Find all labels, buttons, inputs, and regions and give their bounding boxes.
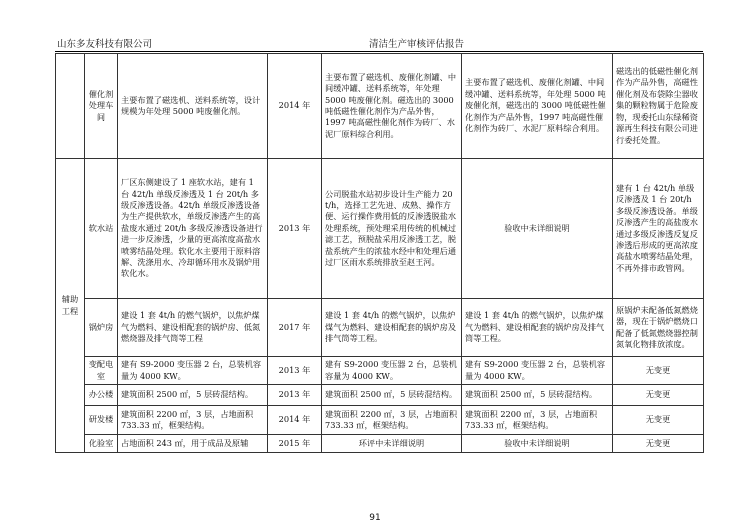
acceptance-cell: 验收中未详细说明	[462, 435, 613, 453]
header-rule	[55, 51, 703, 52]
year-cell: 2017 年	[268, 299, 322, 357]
plan-cell: 建筑面积 2200 ㎡，3 层，占地面积 733.33 ㎡，框架结构。	[118, 406, 268, 435]
table-row	[56, 435, 704, 453]
report-title: 清洁生产审核评估报告	[369, 39, 465, 50]
change-cell: 磁选出的低磁性催化剂作为产品外售，高磁性催化剂及布袋除尘器收集的颗粒物属于危险废物，现委托山东绿稀资源再生科技有限公司进行委托处置。	[613, 54, 704, 159]
item-cell: 软水站	[85, 159, 118, 299]
year-cell: 2013 年	[268, 159, 322, 299]
company-name: 山东多友科技有限公司	[57, 39, 153, 50]
item-cell: 锅炉房	[85, 299, 118, 357]
item-cell: 变配电室	[85, 357, 118, 385]
eia-cell: 建设 1 套 4t/h 的燃气锅炉，以焦炉煤气为燃料、建设相配套的锅炉房及排气筒等工程。	[322, 299, 462, 357]
table-row	[56, 357, 704, 385]
change-cell: 无变更	[613, 435, 704, 453]
change-cell: 无变更	[613, 406, 704, 435]
acceptance-cell: 验收中未详细说明	[462, 159, 613, 299]
eia-cell: 环评中未详细说明	[322, 435, 462, 453]
table-row	[56, 385, 704, 406]
table-row	[56, 406, 704, 435]
table-row	[56, 299, 704, 357]
plan-cell: 建有 S9-2000 变压器 2 台，总装机容量为 4000 KW。	[118, 357, 268, 385]
change-cell: 无变更	[613, 385, 704, 406]
acceptance-cell: 建设 1 套 4t/h 的燃气锅炉，以焦炉煤气为燃料、建设相配套的锅炉房及排气筒等工程。	[462, 299, 613, 357]
project-comparison-table	[55, 53, 704, 453]
change-cell: 无变更	[613, 357, 704, 385]
item-cell: 研发楼	[85, 406, 118, 435]
table-row	[56, 159, 704, 299]
plan-cell: 建设 1 套 4t/h 的燃气锅炉，以焦炉煤气为燃料、建设相配套的锅炉房、低氮燃烧器及排气筒等工程	[118, 299, 268, 357]
item-cell: 化验室	[85, 435, 118, 453]
acceptance-cell: 建有 S9-2000 变压器 2 台，总装机容量为 4000 KW。	[462, 357, 613, 385]
acceptance-cell: 建筑面积 2500 ㎡，5 层砖混结构。	[462, 385, 613, 406]
acceptance-cell: 主要布置了磁选机、废催化剂罐、中间缓冲罐、送料系统等，年处理 5000 吨废催化剂，磁选出的 3000 吨低磁性催化剂作为产品外售，1997 吨高磁性催化剂作为砖厂、水泥厂原料综合利用。	[462, 54, 613, 159]
table-row	[56, 54, 704, 159]
year-cell: 2015 年	[268, 435, 322, 453]
page-number: 91	[369, 513, 381, 523]
eia-cell: 建有 S9-2000 变压器 2 台，总装机容量为 4000 KW。	[322, 357, 462, 385]
eia-cell: 公司脱盐水站初步设计生产能力 20 t/h，选择工艺先进、成熟、操作方便、运行操作费用低的反渗透脱盐水处理系统，预处理采用传统的机械过滤工艺，预脱盐采用反渗透工艺，脱盐系统产生的浓盐水经中和处理后通过厂区雨水系统排放至赵王河。	[322, 159, 462, 299]
year-cell: 2014 年	[268, 406, 322, 435]
item-cell: 催化剂处理车间	[85, 54, 118, 159]
change-cell: 原锅炉未配备低氮燃烧器，现在于锅炉燃烧口配备了低氮燃烧器控制氮氧化物排放浓度。	[613, 299, 704, 357]
year-cell: 2013 年	[268, 357, 322, 385]
year-cell: 2013 年	[268, 385, 322, 406]
item-cell: 办公楼	[85, 385, 118, 406]
plan-cell: 建筑面积 2500 ㎡，5 层砖混结构。	[118, 385, 268, 406]
plan-cell: 主要布置了磁选机、送料系统等，设计规模为年处理 5000 吨废催化剂。	[118, 54, 268, 159]
section-cell: 辅助工程	[56, 159, 85, 453]
eia-cell: 建筑面积 2500 ㎡，5 层砖混结构。	[322, 385, 462, 406]
change-cell: 建有 1 台 42t/h 单级反渗透及 1 台 20t/h 多级反渗透设备。单级反渗透产生的高盐废水通过多级反渗透反复反渗透后形成的更高浓度高盐水喷雾结晶处理，不再外排市政管网。	[613, 159, 704, 299]
page-header	[57, 36, 701, 50]
plan-cell: 厂区东侧建设了 1 座软水站，建有 1 台 42t/h 单级反渗透及 1 台 20t/h 多级反渗透设备。42t/h 单级反渗透设备为生产提供软水，单级反渗透产生的高盐废水通过 20t/h 多级反渗透设备进行进一步反渗透，少量的更高浓度高盐水喷雾结晶处理。软化水主要用于原料溶解、洗涤用水、冷却循环用水及锅炉用软化水。	[118, 159, 268, 299]
eia-cell: 主要布置了磁选机、废催化剂罐、中间缓冲罐、送料系统等，年处理 5000 吨废催化剂。磁选出的 3000 吨低磁性催化剂作为产品外售，1997 吨高磁性催化剂作为砖厂、水泥厂原料综合利用。	[322, 54, 462, 159]
eia-cell: 建筑面积 2200 ㎡，3 层，占地面积 733.33 ㎡，框架结构。	[322, 406, 462, 435]
plan-cell: 占地面积 243 ㎡，用于成品及原辅	[118, 435, 268, 453]
section-cell	[56, 54, 85, 159]
year-cell: 2014 年	[268, 54, 322, 159]
acceptance-cell: 建筑面积 2200 ㎡，3 层，占地面积 733.33 ㎡，框架结构。	[462, 406, 613, 435]
